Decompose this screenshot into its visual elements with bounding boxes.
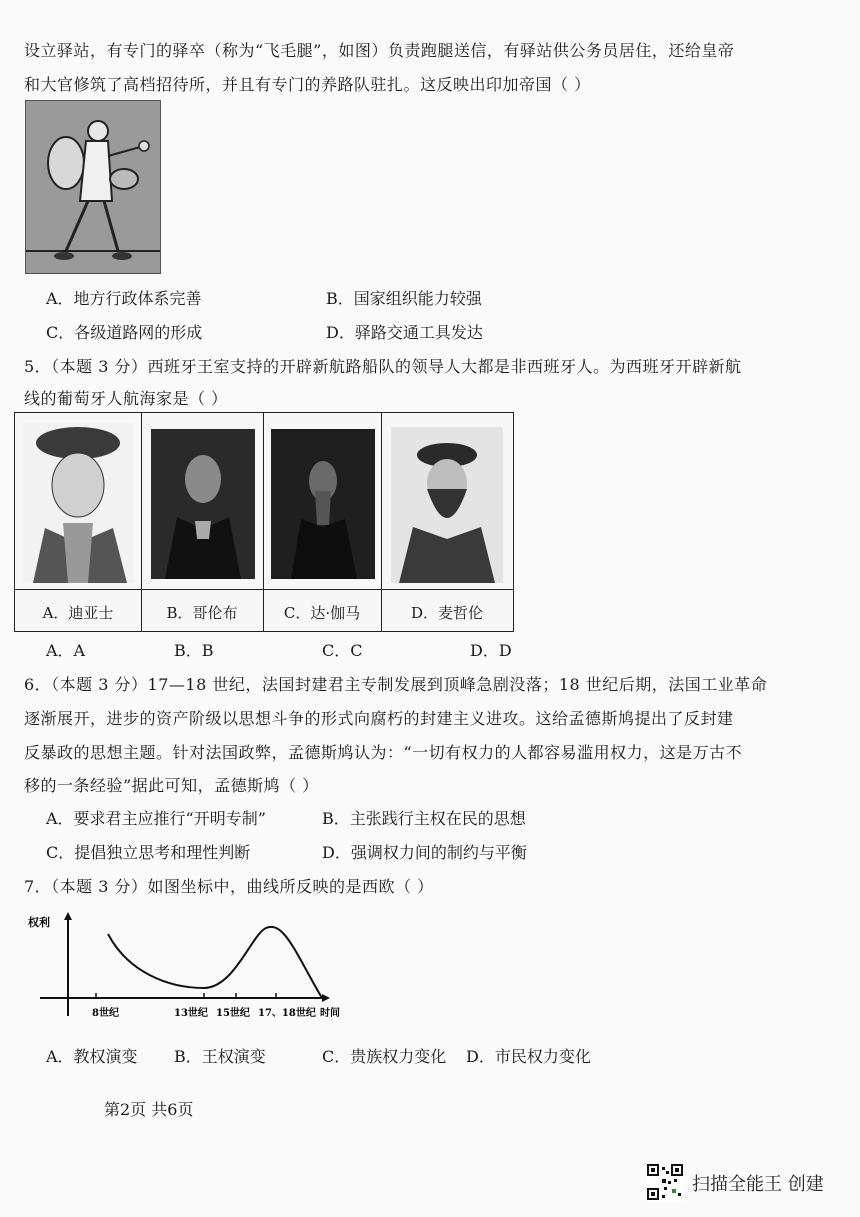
portrait-dias [23,423,133,583]
portrait-cell-c [263,413,382,631]
caption-a: A．迪亚士 [42,604,114,622]
power-curve-chart [28,910,358,1025]
q7-option-c[interactable]: C．贵族权力变化 [322,1047,447,1066]
portrait-cell-d [381,413,513,631]
portrait-table [14,412,514,632]
portrait-cell-a [15,413,142,631]
q6-stem-line2: 逐渐展开，进步的资产阶级以思想斗争的形式向腐朽的封建主义进攻。这给孟德斯鸠提出了反封建 [24,709,734,728]
portrait-magellan [391,427,503,583]
q5-option-b[interactable]: B．B [174,641,214,660]
q5-option-a[interactable]: A．A [46,641,86,660]
q4-option-d[interactable]: D．驿路交通工具发达 [326,323,483,342]
q5-option-d[interactable]: D．D [470,641,512,660]
caption-c: C．达·伽马 [283,604,361,622]
caption-d: D．麦哲伦 [410,604,484,622]
q6-option-a[interactable]: A．要求君主应推行“开明专制” [46,809,266,828]
q5-stem-line1: 5．（本题 3 分）西班牙王室支持的开辟新航路船队的领导人大都是非西班牙人。为西班牙开辟新航 [24,357,742,376]
tick-label-13c: 13世纪 [174,1008,208,1019]
portrait-cell-b [141,413,264,631]
q6-stem-line1: 6．（本题 3 分）17—18 世纪，法国封建君主专制发展到顶峰急剧没落；18 世纪后期，法国工业革命 [24,675,768,694]
power-curve [108,927,322,998]
portrait-columbus [151,429,255,579]
scanner-watermark: 扫描全能王 创建 [692,1174,824,1195]
page-number: 第2页 共6页 [104,1100,194,1119]
q6-option-b[interactable]: B．主张践行主权在民的思想 [322,809,526,828]
portrait-da-gama [271,429,375,579]
q4-option-b[interactable]: B．国家组织能力较强 [326,289,482,308]
chart-xlabel: 时间 [320,1008,340,1019]
q7-option-d[interactable]: D．市民权力变化 [466,1047,591,1066]
tick-label-15c: 15世纪 [216,1008,250,1019]
q4-option-a[interactable]: A．地方行政体系完善 [46,289,202,308]
q6-stem-line3: 反暴政的思想主题。针对法国政弊，孟德斯鸠认为：“一切有权力的人都容易滥用权力，这是万古不 [24,743,743,762]
q4-option-c[interactable]: C．各级道路网的形成 [46,323,203,342]
q4-stem-line1: 设立驿站，有专门的驿卒（称为“飞毛腿”，如图）负责跑腿送信，有驿站供公务员居住，还给皇帝 [24,41,735,60]
q5-stem-line2: 线的葡萄牙人航海家是（ ） [24,389,228,408]
q5-option-c[interactable]: C．C [322,641,363,660]
q6-option-c[interactable]: C．提倡独立思考和理性判断 [46,843,251,862]
runner-illustration [25,100,161,274]
q6-stem-line4: 移的一条经验”据此可知，孟德斯鸠（ ） [24,776,319,795]
x-axis-arrow [322,994,330,1002]
q7-option-a[interactable]: A．教权演变 [46,1047,138,1066]
qr-code-icon [646,1163,684,1201]
tick-label-8c: 8世纪 [92,1008,119,1019]
q4-stem-line2: 和大官修筑了高档招待所，并且有专门的养路队驻扎。这反映出印加帝国（ ） [24,75,591,94]
q7-option-b[interactable]: B．王权演变 [174,1047,266,1066]
caption-b: B．哥伦布 [166,604,238,622]
chart-ylabel: 权利 [28,916,50,929]
tick-label-17-18c: 17、18世纪 [258,1008,316,1019]
y-axis-arrow [64,912,72,920]
q6-option-d[interactable]: D．强调权力间的制约与平衡 [322,843,527,862]
q7-stem-line1: 7．（本题 3 分）如图坐标中，曲线所反映的是西欧（ ） [24,877,434,896]
